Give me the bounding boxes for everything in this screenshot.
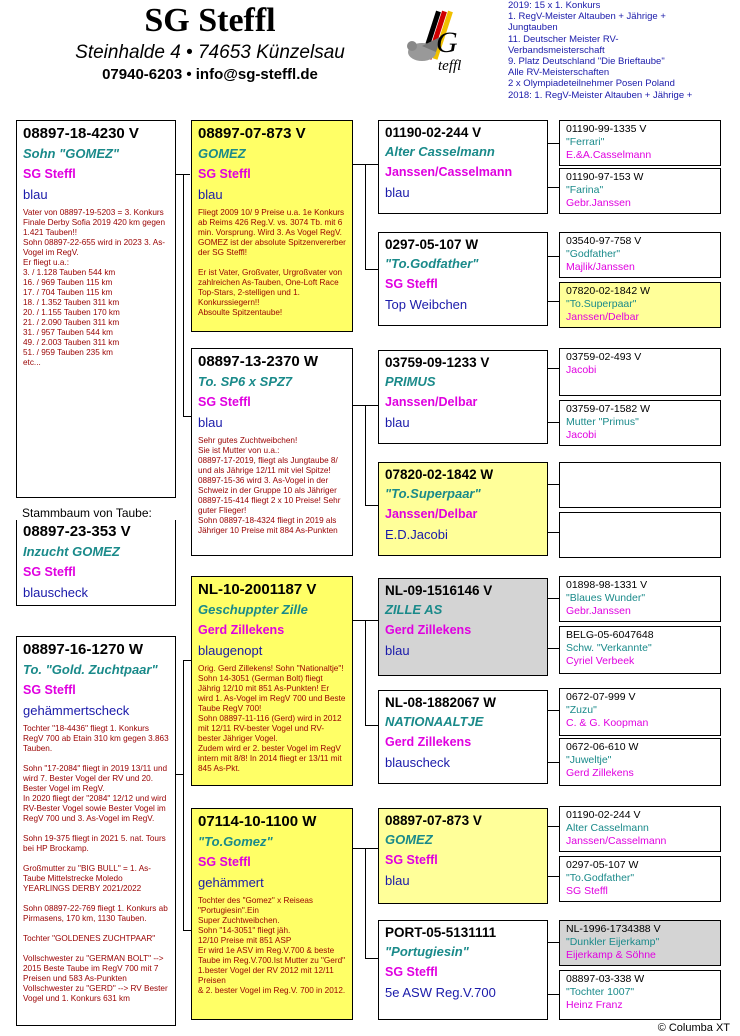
g4-breeder: Cyriel Verbeek bbox=[566, 655, 635, 667]
father-ring: 08897-18-4230 V bbox=[23, 125, 139, 142]
father-breeder: SG Steffl bbox=[23, 167, 76, 181]
g4-ring: 08897-03-338 W bbox=[566, 973, 645, 985]
g3-color: blau bbox=[385, 415, 410, 430]
ff-ring: 08897-07-873 V bbox=[198, 125, 306, 142]
g4-name: "Farina" bbox=[566, 184, 604, 196]
g3-card-6[interactable] bbox=[378, 808, 548, 904]
g4-card-0[interactable] bbox=[559, 120, 721, 166]
g3-name: "To.Superpaar" bbox=[385, 486, 481, 501]
g3-name: ZILLE AS bbox=[385, 602, 443, 617]
fm-notes: Sehr gutes Zuchtweibchen! Sie ist Mutter von u.a.: 08897-17-2019, fliegt als Jungtaube 8/ und als Jährige 12/11 mit viel Spitze! 08897-15-36 wird 3. As-Vogel in der Schweiz in der Gruppe 10 als Jähriger 08897-15-414 fliegt 2 x 10 Preise! Sehr guter Flieger! Sohn 08897-18-4324 fliegt in 2019 als Jähriger 10 Preise mit 884 As-Punkten bbox=[198, 436, 341, 535]
g4-card-10[interactable] bbox=[559, 688, 721, 736]
g4-card-12[interactable] bbox=[559, 806, 721, 852]
g3-color: E.D.Jacobi bbox=[385, 527, 448, 542]
g4-ring: 01190-02-244 V bbox=[566, 809, 641, 821]
ff-breeder: SG Steffl bbox=[198, 167, 251, 181]
g4-ring: 01190-97-153 W bbox=[566, 171, 644, 183]
ff-color: blau bbox=[198, 187, 223, 202]
svg-text:G: G bbox=[436, 26, 458, 59]
g3-ring: 07820-02-1842 W bbox=[385, 467, 494, 482]
g4-card-7[interactable] bbox=[559, 512, 721, 558]
g3-name: NATIONAALTJE bbox=[385, 714, 484, 729]
g4-card-2[interactable] bbox=[559, 232, 721, 278]
achievement-line: Alle RV-Meisterschaften bbox=[508, 67, 610, 79]
achievement-line: 2 x Olympiadeteilnehmer Posen Poland bbox=[508, 78, 675, 90]
g3-card-2[interactable] bbox=[378, 350, 548, 444]
g4-ring: 03759-07-1582 W bbox=[566, 403, 651, 415]
g3-card-7[interactable] bbox=[378, 920, 548, 1020]
mf-ring: NL-10-2001187 V bbox=[198, 581, 317, 598]
g4-ring: 0672-06-610 W bbox=[566, 741, 639, 753]
father-card[interactable] bbox=[16, 120, 176, 498]
g4-name: "Dunkler Eijerkamp" bbox=[566, 936, 660, 948]
achievement-line: 11. Deutscher Meister RV- bbox=[508, 33, 619, 45]
g3-ring: NL-09-1516146 V bbox=[385, 583, 493, 598]
g4-breeder: Eijerkamp & Söhne bbox=[566, 949, 656, 961]
mm-color: gehämmert bbox=[198, 875, 264, 890]
g4-name: "Juweltje" bbox=[566, 754, 612, 766]
pedigree-title: Stammbaum von Taube: bbox=[16, 506, 176, 520]
g3-ring: 0297-05-107 W bbox=[385, 237, 479, 252]
mf-name: Geschuppter Zille bbox=[198, 602, 308, 617]
g4-breeder: Jacobi bbox=[566, 364, 597, 376]
mf-notes: Orig. Gerd Zillekens! Sohn "Nationaltje"! Sohn 14-3051 (German Bolt) fliegt Jährig 12/10 mit 851 As-Punkten! Er wird 1. As-Vogel im RegV 700 und Beste Taube RegV 700! Sohn 08897-11-116 (Gerd) wird in 2012 mit 12/11 RV-bester Vogel und RV-bester Jähriger Vogel. Zudem wird er 2. bester Vogel im RegV intern mit 8/8! In 2014 fliegt er 13/11 mit 845 As-Pkt. bbox=[198, 664, 346, 773]
g4-breeder: Janssen/Delbar bbox=[566, 311, 639, 323]
subject-card[interactable] bbox=[16, 512, 176, 606]
g3-color: blau bbox=[385, 873, 410, 888]
g4-card-1[interactable] bbox=[559, 168, 721, 214]
g4-ring: BELG-05-6047648 bbox=[566, 629, 654, 641]
g3-breeder: Gerd Zillekens bbox=[385, 735, 472, 749]
g3-card-3[interactable] bbox=[378, 462, 548, 556]
g3-card-4[interactable] bbox=[378, 578, 548, 676]
g4-ring: 0672-07-999 V bbox=[566, 691, 636, 703]
mother-breeder: SG Steffl bbox=[23, 683, 76, 697]
g4-breeder: E.&A.Casselmann bbox=[566, 149, 652, 161]
g3-color: blauscheck bbox=[385, 755, 451, 770]
g3-breeder: Gerd Zillekens bbox=[385, 623, 472, 637]
mother-notes: Tochter "18-4436" fliegt 1. Konkurs RegV 700 ab Etain 310 km gegen 3.863 Tauben. Sohn "17-2084" fliegt in 2019 13/11 und wird 7. Bester Vogel der RV und 20. Bester Vogel im RegV. In 2020 fliegt der "2084" 12/12 und wird RV-Bester Vogel sowie Bester Vogel im RegV 700 und 3. As-Vogel im RegV. Sohn 19-375 fliegt in 2021 5. nat. Tours bei HP Brockamp. Großmutter zu "BIG BULL" = 1. As-Taube Mittelstrecke Moledo YEARLINGS DERBY 2021/2022 Sohn 08897-22-769 fliegt 1. Konkurs ab Pirmasens, 170 km, 1130 Tauben. Tochter "GOLDENES ZUCHTPAAR" Vollschwester zu "GERMAN BOLT" --> 2015 Beste Taube im RegV 700 mit 7 Preisen und 583 As-Punkten Vollschwester zu "GERD" --> RV Bester Vogel und 1. Konkurs 631 km bbox=[23, 724, 169, 1003]
mm-name: "To.Gomez" bbox=[198, 834, 273, 849]
g3-breeder: SG Steffl bbox=[385, 853, 438, 867]
g4-card-4[interactable] bbox=[559, 348, 721, 396]
g4-name: "Blaues Wunder" bbox=[566, 592, 646, 604]
g4-card-9[interactable] bbox=[559, 626, 721, 674]
sg-steffl-logo bbox=[398, 6, 476, 84]
ff-name: GOMEZ bbox=[198, 146, 246, 161]
achievement-line: Jungtauben bbox=[508, 22, 558, 34]
breeder-contact: 07940-6203 • info@sg-steffl.de bbox=[102, 66, 318, 83]
mother-ring: 08897-16-1270 W bbox=[23, 641, 144, 658]
g3-ring: 08897-07-873 V bbox=[385, 813, 482, 828]
breeder-address: Steinhalde 4 • 74653 Künzelsau bbox=[75, 42, 345, 63]
granddam-paternal-card[interactable] bbox=[191, 348, 353, 556]
g3-color: blau bbox=[385, 185, 410, 200]
g4-card-8[interactable] bbox=[559, 576, 721, 622]
mf-color: blaugenopt bbox=[198, 643, 263, 658]
g4-ring: 07820-02-1842 W bbox=[566, 285, 651, 297]
g3-card-1[interactable] bbox=[378, 232, 548, 326]
g3-color: Top Weibchen bbox=[385, 297, 468, 312]
g4-name: "Godfather" bbox=[566, 248, 621, 260]
g4-ring: 01898-98-1331 V bbox=[566, 579, 648, 591]
g4-breeder: Janssen/Casselmann bbox=[566, 835, 667, 847]
g3-breeder: Janssen/Delbar bbox=[385, 395, 478, 409]
g4-breeder: Gebr.Janssen bbox=[566, 197, 631, 209]
father-name: Sohn "GOMEZ" bbox=[23, 146, 120, 161]
g3-name: GOMEZ bbox=[385, 832, 433, 847]
g4-breeder: C. & G. Koopman bbox=[566, 717, 649, 729]
g3-color: 5e ASW Reg.V.700 bbox=[385, 985, 496, 1000]
father-notes: Vater von 08897-19-5203 = 3. Konkurs Finale Derby Sofia 2019 420 km gegen 1.421 Tauben!! Sohn 08897-22-655 wird in 2023 3. As-Vogel im RegV. Er fliegt u.a.: 3. / 1.128 Tauben 544 km 16. / 969 Tauben 115 km 17. / 704 Tauben 115 km 18. / 1.352 Tauben 311 km 20. / 1.155 Tauben 170 km 21. / 2.090 Tauben 311 km 31. / 957 Tauben 544 km 49. / 2.003 Tauben 311 km 51. / 959 Tauben 235 km etc... bbox=[23, 208, 166, 367]
g4-name: Mutter "Primus" bbox=[566, 416, 639, 428]
g3-breeder: Janssen/Casselmann bbox=[385, 165, 513, 179]
achievement-line: 2019: 15 x 1. Konkurs bbox=[508, 0, 601, 11]
g3-card-5[interactable] bbox=[378, 690, 548, 784]
g4-name: Alter Casselmann bbox=[566, 822, 649, 834]
g3-ring: 03759-09-1233 V bbox=[385, 355, 490, 370]
mother-card[interactable] bbox=[16, 636, 176, 1026]
g3-ring: 01190-02-244 V bbox=[385, 125, 482, 140]
g4-card-11[interactable] bbox=[559, 738, 721, 786]
g4-breeder: Gebr.Janssen bbox=[566, 605, 631, 617]
g4-ring: 03759-02-493 V bbox=[566, 351, 642, 363]
g3-breeder: Janssen/Delbar bbox=[385, 507, 478, 521]
g4-ring: NL-1996-1734388 V bbox=[566, 923, 661, 935]
g4-name: Schw. "Verkannte" bbox=[566, 642, 652, 654]
achievement-line: 1. RegV-Meister Altauben + Jährige + bbox=[508, 11, 666, 23]
g3-card-0[interactable] bbox=[378, 120, 548, 214]
g3-color: blau bbox=[385, 643, 410, 658]
g3-ring: PORT-05-5131111 bbox=[385, 925, 497, 940]
g4-breeder: Gerd Zillekens bbox=[566, 767, 634, 779]
g4-ring: 0297-05-107 W bbox=[566, 859, 639, 871]
g4-card-3[interactable] bbox=[559, 282, 721, 328]
father-color: blau bbox=[23, 187, 48, 202]
svg-text:teffl: teffl bbox=[438, 58, 462, 74]
g4-card-14[interactable] bbox=[559, 920, 721, 966]
subject-ring: 08897-23-353 V bbox=[23, 523, 131, 540]
grandsire-paternal-card[interactable] bbox=[191, 120, 353, 332]
g4-breeder: Heinz Franz bbox=[566, 999, 623, 1011]
grandsire-maternal-card[interactable] bbox=[191, 576, 353, 786]
g4-card-6[interactable] bbox=[559, 462, 721, 508]
g3-ring: NL-08-1882067 W bbox=[385, 695, 497, 710]
breeder-name: SG Steffl bbox=[144, 2, 276, 39]
g3-breeder: SG Steffl bbox=[385, 277, 438, 291]
g4-card-5[interactable] bbox=[559, 400, 721, 446]
fm-breeder: SG Steffl bbox=[198, 395, 251, 409]
subject-name: Inzucht GOMEZ bbox=[23, 544, 120, 559]
g4-ring: 01190-99-1335 V bbox=[566, 123, 647, 135]
g4-card-15[interactable] bbox=[559, 970, 721, 1020]
g3-name: "To.Godfather" bbox=[385, 256, 479, 271]
g3-name: PRIMUS bbox=[385, 374, 436, 389]
subject-color: blauscheck bbox=[23, 585, 89, 600]
fm-ring: 08897-13-2370 W bbox=[198, 353, 319, 370]
copyright-footer: © Columba XT bbox=[657, 1022, 730, 1034]
subject-breeder: SG Steffl bbox=[23, 565, 76, 579]
g4-breeder: Jacobi bbox=[566, 429, 597, 441]
g3-breeder: SG Steffl bbox=[385, 965, 438, 979]
mm-breeder: SG Steffl bbox=[198, 855, 251, 869]
fm-color: blau bbox=[198, 415, 223, 430]
g3-name: "Portugiesin" bbox=[385, 944, 469, 959]
g4-card-13[interactable] bbox=[559, 856, 721, 902]
g4-name: "Zuzu" bbox=[566, 704, 597, 716]
g4-breeder: Majlik/Janssen bbox=[566, 261, 635, 273]
achievement-line: 9. Platz Deutschland "Die Brieftaube" bbox=[508, 56, 665, 68]
mother-name: To. "Gold. Zuchtpaar" bbox=[23, 662, 158, 677]
achievement-line: Verbandsmeisterschaft bbox=[508, 44, 605, 56]
mm-notes: Tochter des "Gomez" x Reiseas "Portugiesin".Ein Super Zuchtweibchen. Sohn "14-3051" fliegt jäh. 12/10 Preise mit 851 ASP Er wird 1e ASV im Reg.V.700 & beste Taube im Reg.V.700.Ist Mutter zu "Gerd" 1.bester Vogel der RV 2012 mit 12/11 Preisen & 2. bester Vogel im Reg.V. 700 in 2012. bbox=[198, 896, 346, 995]
ff-notes: Fliegt 2009 10/ 9 Preise u.a. 1e Konkurs ab Reims 426 Reg.V. vs. 3074 Tb. mit 6 min. Vorsprung. Wird 3. As Vogel RegV. GOMEZ ist der absolute Spitzenvererber der SG Steffl! Er ist Vater, Großvater, Urgroßvater von zahlreichen As-Tauben, One-Loft Race Top-Stars, 2-stelligen und 1. Konkurssiegern!! Absoulte Spitzentaube! bbox=[198, 208, 346, 317]
fm-name: To. SP6 x SPZ7 bbox=[198, 374, 293, 389]
g4-ring: 03540-97-758 V bbox=[566, 235, 642, 247]
g4-breeder: SG Steffl bbox=[566, 885, 608, 897]
mf-breeder: Gerd Zillekens bbox=[198, 623, 285, 637]
g4-name: "To.Godfather" bbox=[566, 872, 635, 884]
g3-name: Alter Casselmann bbox=[385, 144, 495, 159]
mother-color: gehämmertscheck bbox=[23, 703, 130, 718]
granddam-maternal-card[interactable] bbox=[191, 808, 353, 1020]
g4-name: "To.Superpaar" bbox=[566, 298, 637, 310]
achievement-line: 2018: 1. RegV-Meister Altauben + Jährige + bbox=[508, 89, 693, 101]
achievements-list bbox=[508, 0, 740, 108]
mm-ring: 07114-10-1100 W bbox=[198, 813, 317, 830]
g4-name: "Tochter 1007" bbox=[566, 986, 635, 998]
g4-name: "Ferrari" bbox=[566, 136, 605, 148]
